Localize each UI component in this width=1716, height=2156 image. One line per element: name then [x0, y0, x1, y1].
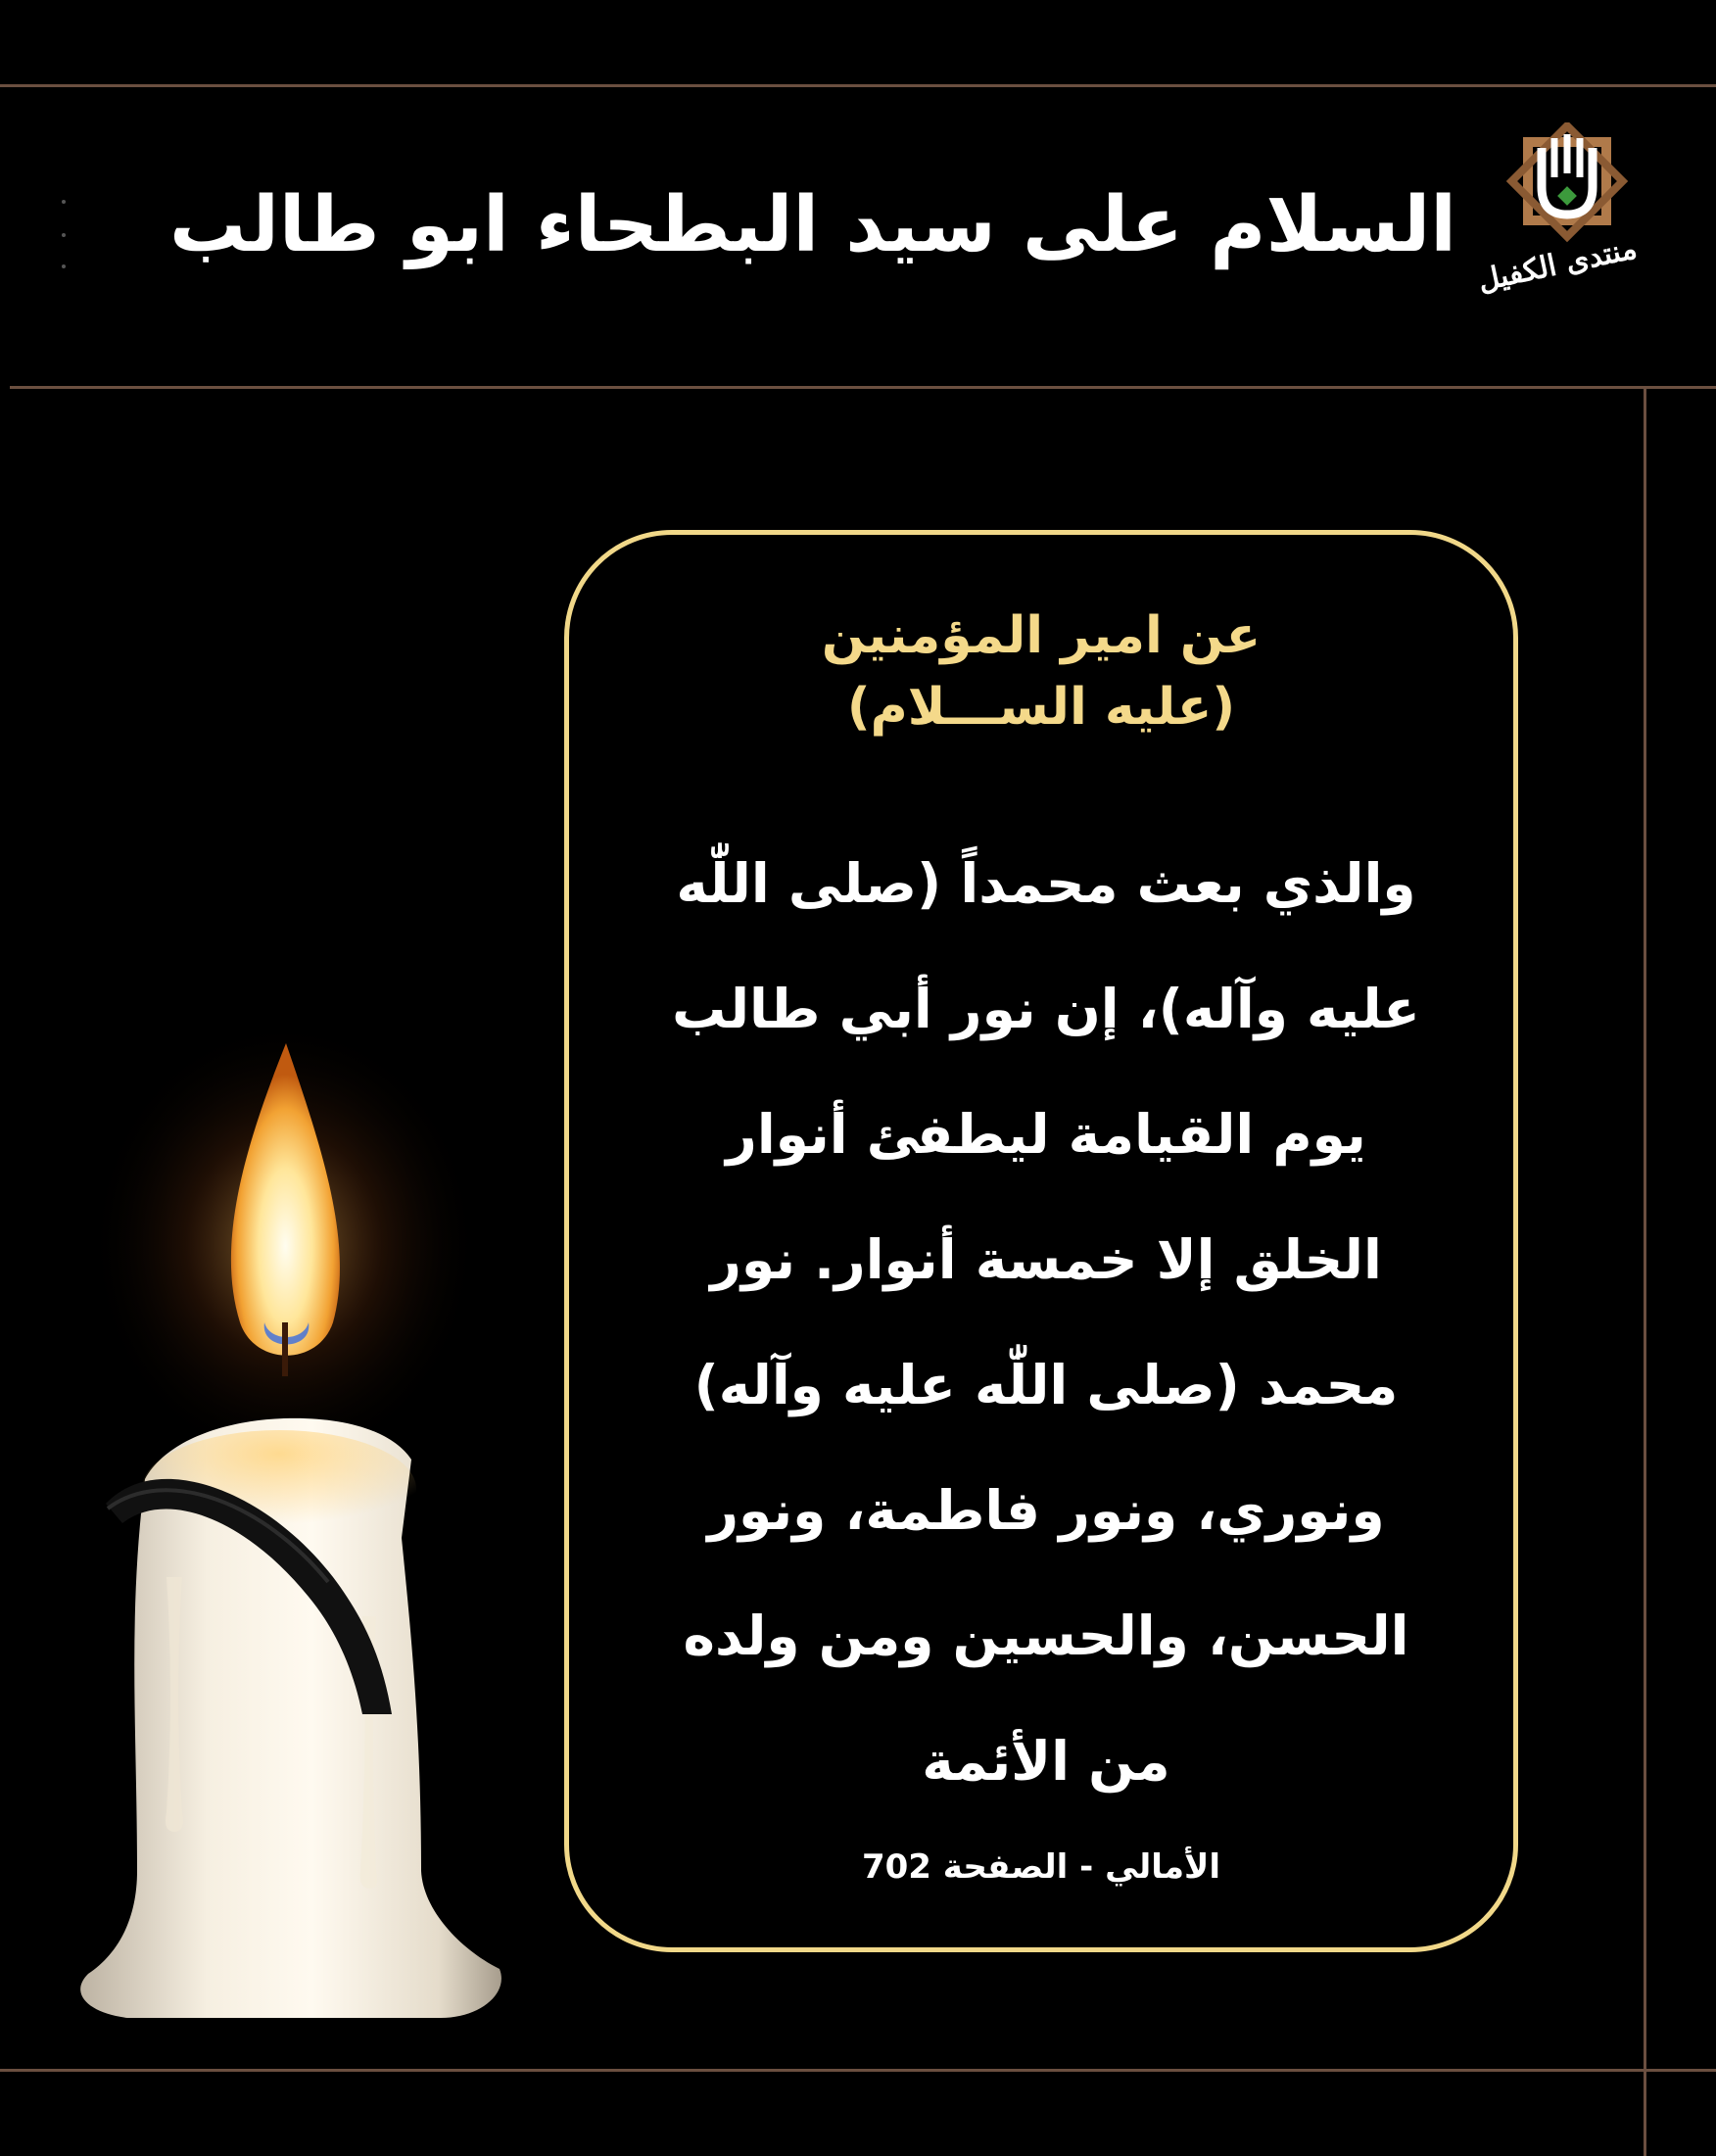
quote-line: والذي بعث محمداً (صلى اللّٰه [676, 852, 1416, 915]
top-divider [0, 84, 1716, 87]
quote-line: الحسن، والحسين ومن ولده [683, 1605, 1409, 1667]
mourning-candle-icon [69, 1029, 539, 2086]
quote-line: يوم القيامة ليطفئ أنوار [726, 1103, 1366, 1166]
quote-line: محمد (صلى اللّٰه عليه وآله) [693, 1354, 1399, 1416]
quote-line: ونوري، ونور فاطمة، ونور [707, 1479, 1385, 1542]
edge-dots [61, 196, 67, 274]
quote-line: من الأئمة [922, 1730, 1170, 1793]
heading-line-1: عن امير المؤمنين [821, 606, 1262, 665]
header-title: السلام على سيد البطحاء ابو طالب [169, 181, 1456, 269]
quote-source: الأمالي - الصفحة 702 [861, 1847, 1221, 1887]
quote-line: عليه وآله)، إن نور أبي طالب [672, 978, 1420, 1040]
card-heading [569, 599, 1513, 742]
quote-body [662, 821, 1430, 1824]
header-divider [10, 386, 1716, 389]
logo-text: منتدى الكفيل [1474, 230, 1641, 299]
quote-card [564, 530, 1518, 1952]
right-divider [1644, 386, 1646, 2156]
heading-line-2: (عليه الســـلام) [846, 678, 1236, 737]
site-logo [1450, 122, 1665, 318]
quote-line: الخلق إلا خمسة أنوار. نور [710, 1228, 1382, 1291]
